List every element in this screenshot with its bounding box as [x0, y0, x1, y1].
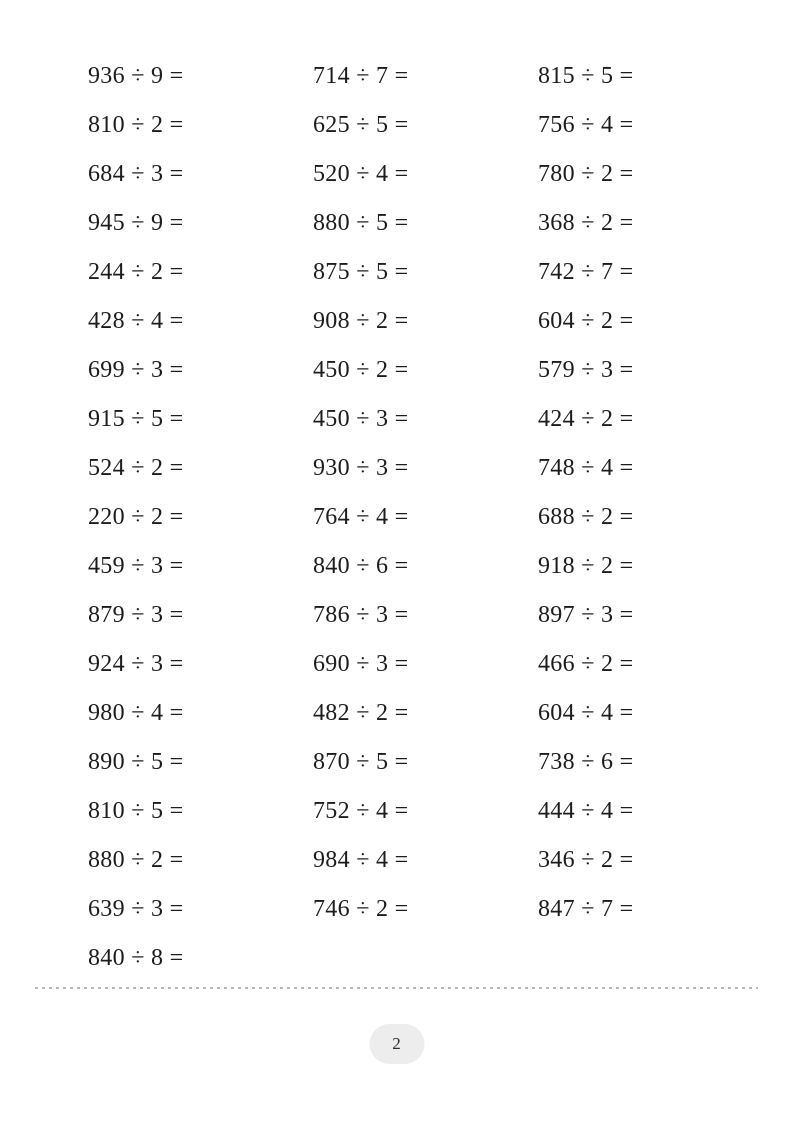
division-problem: 875 ÷ 5 = [313, 259, 409, 285]
division-problem: 444 ÷ 4 = [538, 798, 634, 824]
division-problem: 714 ÷ 7 = [313, 63, 409, 89]
division-problem: 684 ÷ 3 = [88, 161, 184, 187]
division-problem: 466 ÷ 2 = [538, 651, 634, 677]
division-problem: 924 ÷ 3 = [88, 651, 184, 677]
division-problem: 746 ÷ 2 = [313, 896, 409, 922]
division-problem: 897 ÷ 3 = [538, 602, 634, 628]
division-problem: 604 ÷ 4 = [538, 700, 634, 726]
division-problem: 639 ÷ 3 = [88, 896, 184, 922]
division-problem: 780 ÷ 2 = [538, 161, 634, 187]
division-problem: 880 ÷ 5 = [313, 210, 409, 236]
division-problem: 424 ÷ 2 = [538, 406, 634, 432]
division-problem: 756 ÷ 4 = [538, 112, 634, 138]
division-problem: 752 ÷ 4 = [313, 798, 409, 824]
division-problem: 579 ÷ 3 = [538, 357, 634, 383]
division-problem: 625 ÷ 5 = [313, 112, 409, 138]
division-problem: 699 ÷ 3 = [88, 357, 184, 383]
page-number-badge [369, 1024, 424, 1064]
division-problem: 908 ÷ 2 = [313, 308, 409, 334]
division-problem: 786 ÷ 3 = [313, 602, 409, 628]
division-problem: 346 ÷ 2 = [538, 847, 634, 873]
division-problem: 918 ÷ 2 = [538, 553, 634, 579]
division-problem: 930 ÷ 3 = [313, 455, 409, 481]
division-problem: 870 ÷ 5 = [313, 749, 409, 775]
division-problem: 604 ÷ 2 = [538, 308, 634, 334]
division-problem: 450 ÷ 3 = [313, 406, 409, 432]
division-problem: 524 ÷ 2 = [88, 455, 184, 481]
division-problem: 840 ÷ 8 = [88, 945, 184, 971]
page-number: 2 [392, 1034, 401, 1053]
footer-dashed-divider [35, 987, 758, 989]
division-problem: 742 ÷ 7 = [538, 259, 634, 285]
division-problem: 688 ÷ 2 = [538, 504, 634, 530]
division-problem: 690 ÷ 3 = [313, 651, 409, 677]
division-problem: 738 ÷ 6 = [538, 749, 634, 775]
division-problem: 984 ÷ 4 = [313, 847, 409, 873]
division-problem: 428 ÷ 4 = [88, 308, 184, 334]
division-problem: 810 ÷ 5 = [88, 798, 184, 824]
division-problem: 450 ÷ 2 = [313, 357, 409, 383]
division-problem: 915 ÷ 5 = [88, 406, 184, 432]
division-problem: 936 ÷ 9 = [88, 63, 184, 89]
division-problem: 482 ÷ 2 = [313, 700, 409, 726]
division-problem: 880 ÷ 2 = [88, 847, 184, 873]
division-problem: 244 ÷ 2 = [88, 259, 184, 285]
division-problem: 810 ÷ 2 = [88, 112, 184, 138]
division-problem: 748 ÷ 4 = [538, 455, 634, 481]
division-problem: 945 ÷ 9 = [88, 210, 184, 236]
division-problem: 980 ÷ 4 = [88, 700, 184, 726]
division-problem: 368 ÷ 2 = [538, 210, 634, 236]
division-problem: 815 ÷ 5 = [538, 63, 634, 89]
division-problem: 459 ÷ 3 = [88, 553, 184, 579]
division-problem: 847 ÷ 7 = [538, 896, 634, 922]
division-problem: 764 ÷ 4 = [313, 504, 409, 530]
division-problem: 879 ÷ 3 = [88, 602, 184, 628]
division-problem: 890 ÷ 5 = [88, 749, 184, 775]
division-problem: 840 ÷ 6 = [313, 553, 409, 579]
problems-grid [88, 52, 763, 983]
division-problem: 220 ÷ 2 = [88, 504, 184, 530]
division-problem: 520 ÷ 4 = [313, 161, 409, 187]
